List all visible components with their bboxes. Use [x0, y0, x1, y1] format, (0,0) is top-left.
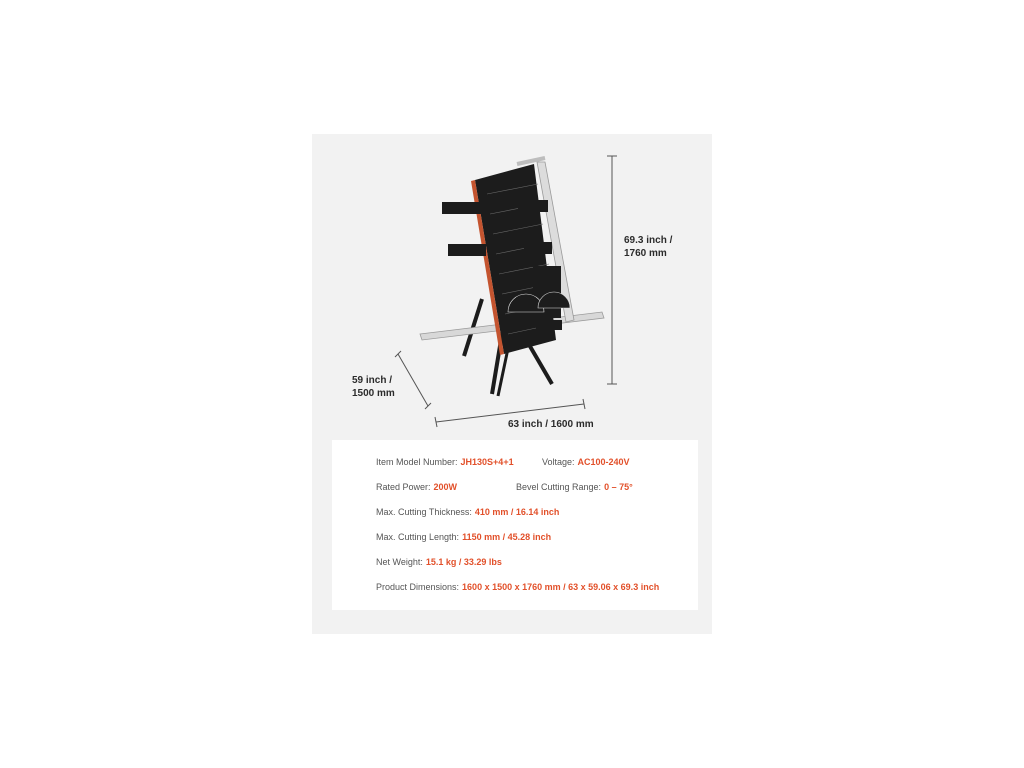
spec-label: Item Model Number: [376, 457, 458, 467]
height-metric: 1760 mm [624, 248, 667, 259]
spec-value: AC100-240V [577, 457, 630, 467]
spec-value: 410 mm / 16.14 inch [474, 507, 560, 517]
height-imperial: 69.3 inch / [624, 235, 673, 246]
height-dimension-label [624, 234, 672, 260]
depth-imperial: 59 inch / [352, 375, 393, 386]
spec-label: Rated Power: [376, 482, 431, 492]
spec-label: Bevel Cutting Range: [516, 482, 602, 492]
depth-dim-line [398, 354, 428, 406]
spec-label: Voltage: [542, 457, 575, 467]
spec-label: Max. Cutting Thickness: [376, 507, 472, 517]
spec-value: JH130S+4+1 [460, 457, 514, 467]
spec-bevel [516, 481, 633, 493]
spec-dimensions [376, 581, 659, 593]
spec-value: 1600 x 1500 x 1760 mm / 63 x 59.06 x 69.3 inch [462, 582, 660, 592]
specs-card [332, 440, 698, 610]
spec-value: 200W [433, 482, 458, 492]
clamp-right-upper [518, 200, 548, 212]
spec-value: 0 – 75° [604, 482, 633, 492]
depth-dimension-label [352, 374, 395, 400]
spec-weight [376, 556, 502, 568]
spec-value: 1150 mm / 45.28 inch [462, 532, 552, 542]
clamp-left-lower [448, 244, 486, 256]
depth-metric: 1500 mm [352, 388, 395, 399]
spec-length [376, 531, 551, 543]
product-panel [312, 134, 712, 634]
spec-voltage [542, 456, 630, 468]
spec-label: Max. Cutting Length: [376, 532, 460, 542]
spec-value: 15.1 kg / 33.29 lbs [425, 557, 502, 567]
clamp-left-upper [442, 202, 482, 214]
clamp-right-lower [524, 242, 552, 254]
width-dimension-label: 63 inch / 1600 mm [508, 419, 594, 430]
spec-power [376, 481, 457, 493]
spec-label: Product Dimensions: [376, 582, 460, 592]
cutter-head [536, 320, 562, 330]
spec-thickness [376, 506, 559, 518]
spec-label: Net Weight: [376, 557, 423, 567]
spec-model [376, 456, 514, 468]
